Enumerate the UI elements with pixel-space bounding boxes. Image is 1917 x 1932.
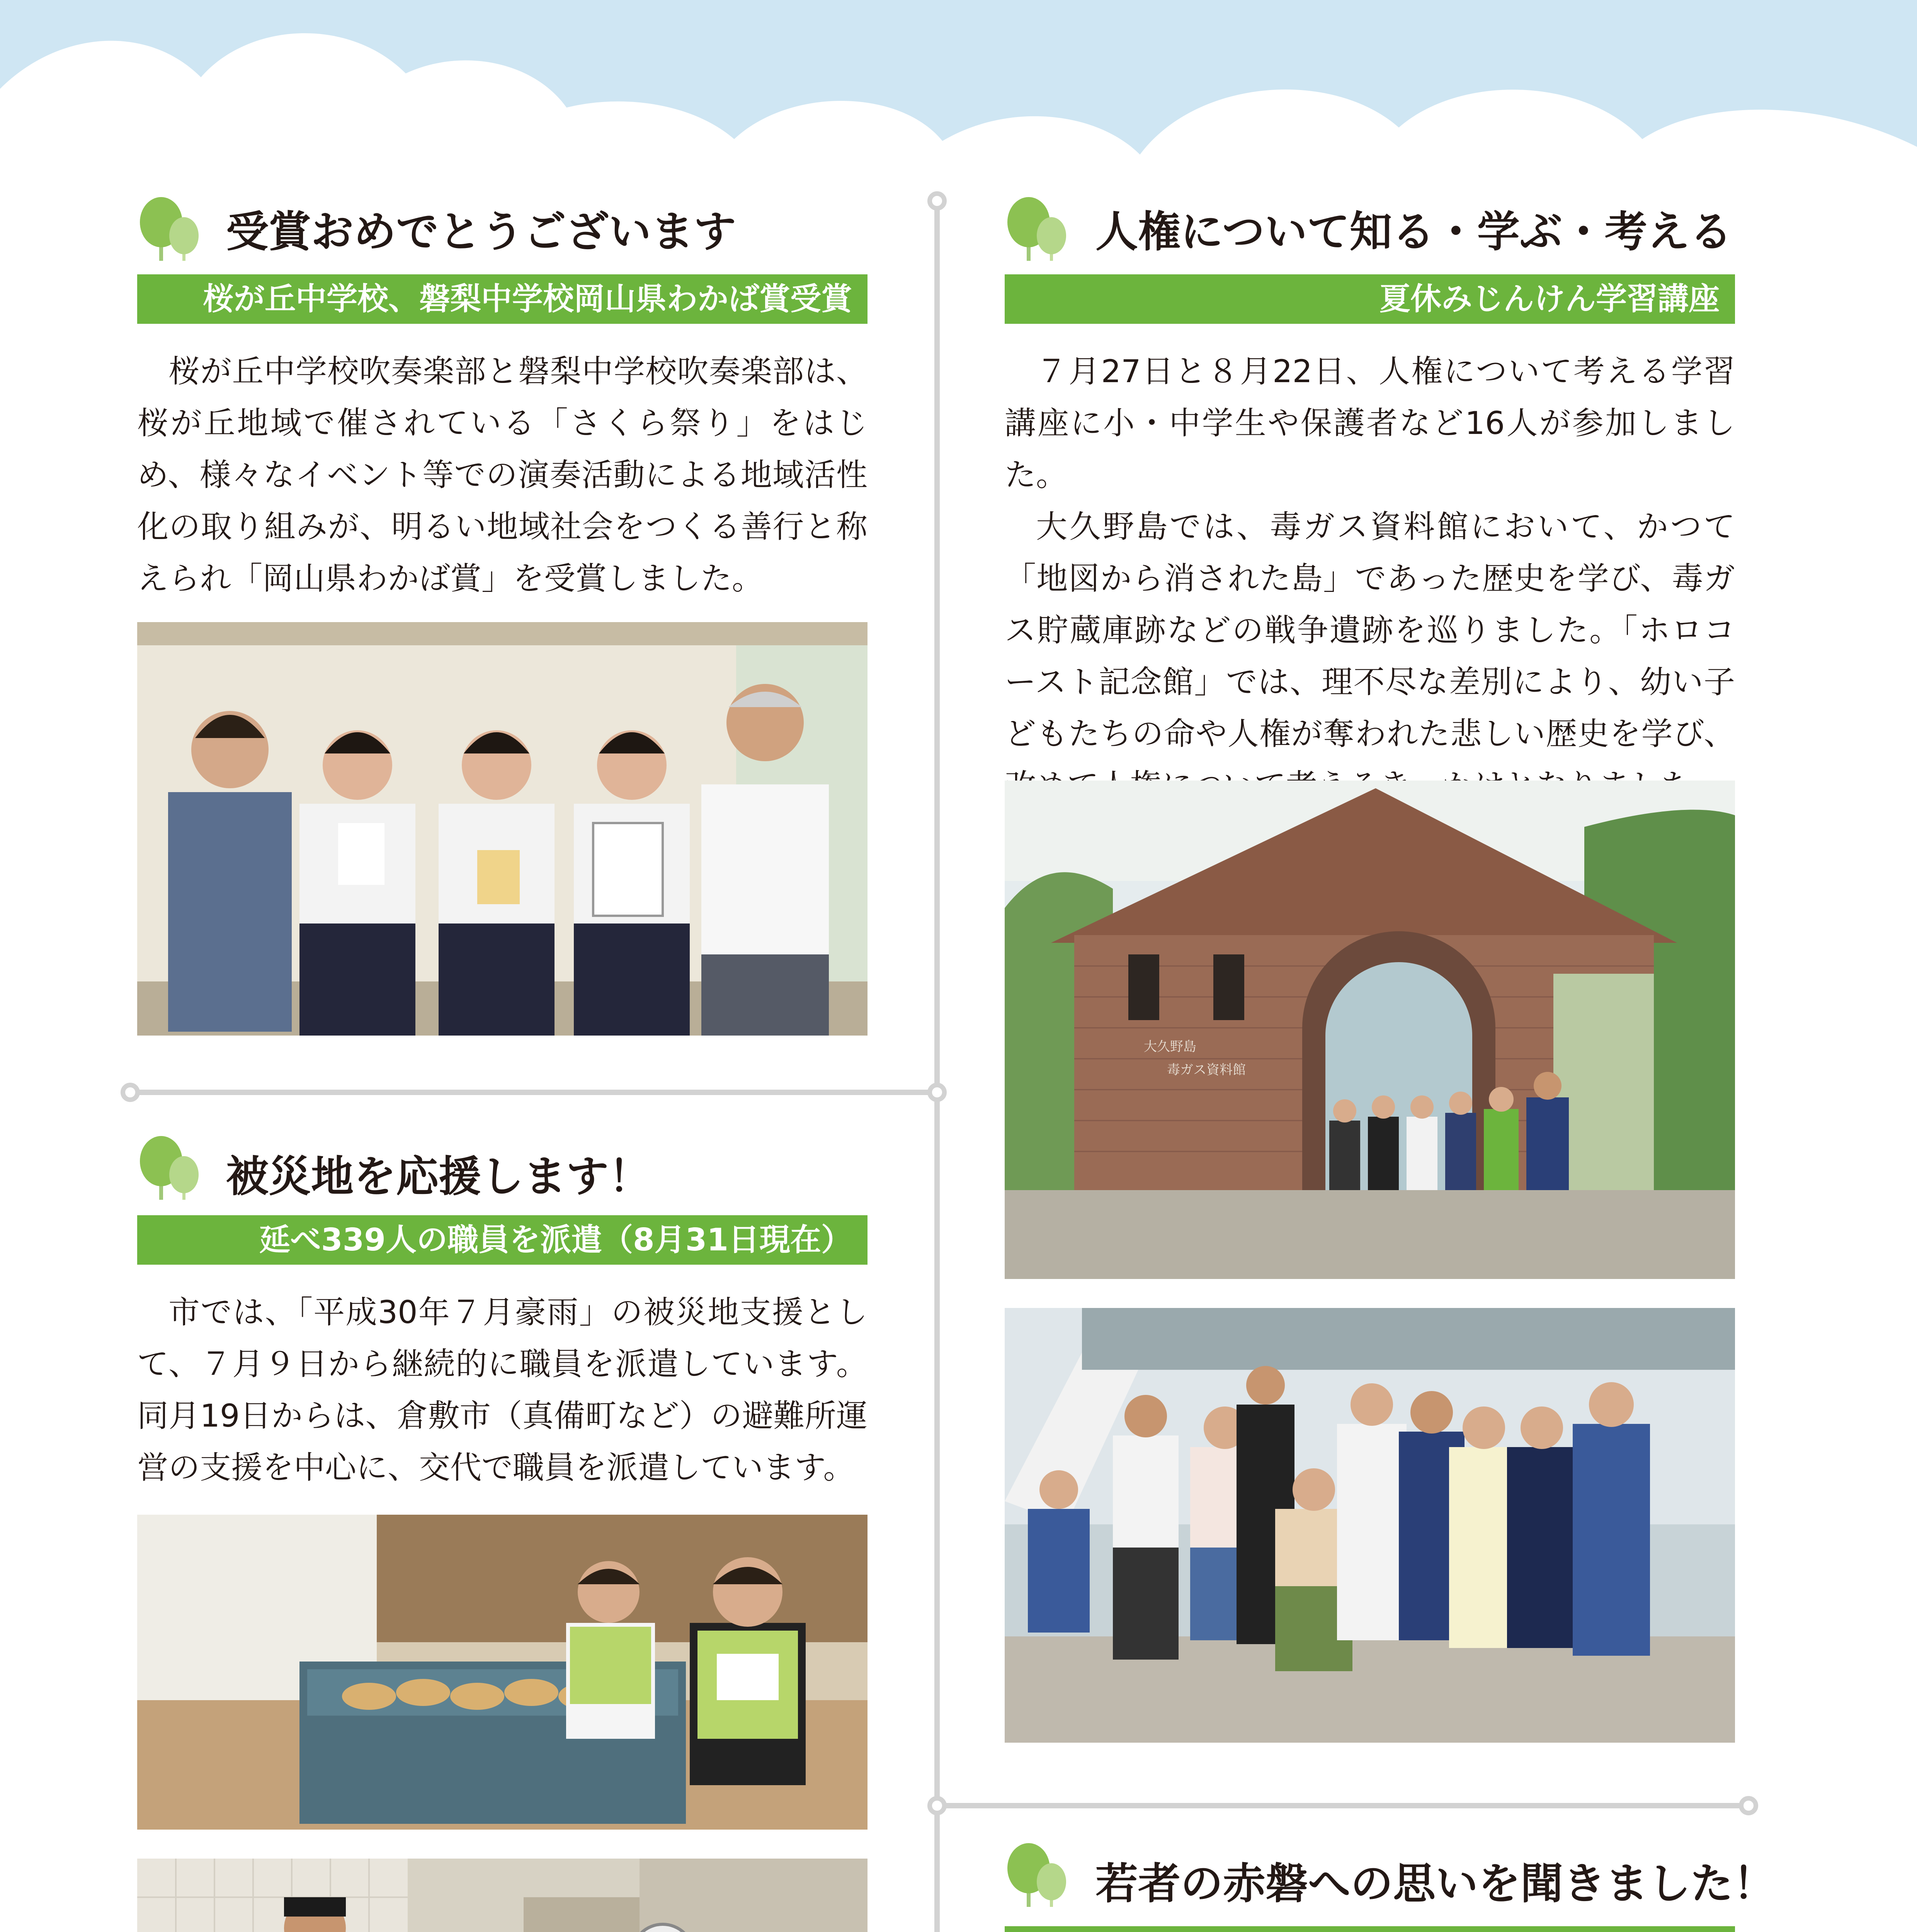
sky-cloud-header bbox=[0, 0, 1917, 193]
divider-node bbox=[1739, 1796, 1758, 1815]
section-body-human-rights bbox=[1005, 346, 1735, 812]
divider-node bbox=[927, 1083, 947, 1102]
section-subtitle-human-rights: 夏休みじんけん学習講座 bbox=[1005, 274, 1735, 324]
photo-holocaust-memorial-group bbox=[1005, 1308, 1735, 1743]
section-body-disaster bbox=[137, 1287, 867, 1494]
divider-node bbox=[121, 1083, 140, 1102]
section-subtitle-disaster: 延べ339人の職員を派遣（8月31日現在） bbox=[137, 1215, 867, 1265]
section-divider bbox=[129, 1090, 937, 1095]
tree-icon bbox=[1003, 193, 1072, 263]
photo-poison-gas-museum bbox=[1005, 781, 1735, 1279]
section-subtitle-youth bbox=[1005, 1926, 1735, 1932]
column-divider bbox=[934, 201, 940, 1932]
divider-node bbox=[927, 191, 947, 211]
section-title-award: 受賞おめでとうございます bbox=[226, 207, 736, 257]
tree-icon bbox=[135, 193, 205, 263]
section-body-award bbox=[137, 346, 867, 605]
section-title-disaster: 被災地を応援します！ bbox=[226, 1152, 651, 1201]
tree-icon bbox=[135, 1132, 205, 1202]
section-divider bbox=[937, 1803, 1749, 1808]
section-title-youth: 若者の赤磐への思いを聞きました！ bbox=[1095, 1859, 1776, 1908]
photo-award-ceremony bbox=[137, 622, 867, 1036]
photo-relief-supplies bbox=[137, 1515, 867, 1830]
divider-node bbox=[927, 1796, 947, 1815]
paragraph: 桜が丘中学校吹奏楽部と磐梨中学校吹奏楽部は、桜が丘地域で催されている「さくら祭り」をはじめ、様々なイベント等での演奏活動による地域活性化の取り組みが、明るい地域社会をつくる善行と称えられ「岡山県わかば賞」を受賞しました。 bbox=[137, 354, 867, 597]
svg-text:毒ガス資料館: 毒ガス資料館 bbox=[1167, 1062, 1246, 1078]
svg-text:大久野島: 大久野島 bbox=[1144, 1039, 1196, 1054]
section-title-human-rights: 人権について知る・学ぶ・考える bbox=[1095, 207, 1732, 257]
tree-icon bbox=[1003, 1839, 1072, 1909]
photo-shelter-support bbox=[137, 1859, 867, 1932]
paragraph: ７月27日と８月22日、人権について考える学習講座に小・中学生や保護者など16人が参加しました。 bbox=[1005, 354, 1735, 493]
paragraph: 大久野島では、毒ガス資料館において、かつて「地図から消された島」であった歴史を学び、毒ガス貯蔵庫跡などの戦争遺跡を巡りました。「ホロコースト記念館」では、理不尽な差別により、幼い子どもたちの命や人権が奪われた悲しい歴史を学び、 bbox=[1005, 509, 1735, 752]
section-subtitle-award: 桜が丘中学校、磐梨中学校岡山県わかば賞受賞 bbox=[137, 274, 867, 324]
paragraph: 市では、「平成30年７月豪雨」の被災地支援として、７月９日から継続的に職員を派遣しています。同月19日からは、倉敷市（真備町など）の避難所運営の支援を中心に、交代で職員を派遣しています。 bbox=[137, 1294, 867, 1486]
